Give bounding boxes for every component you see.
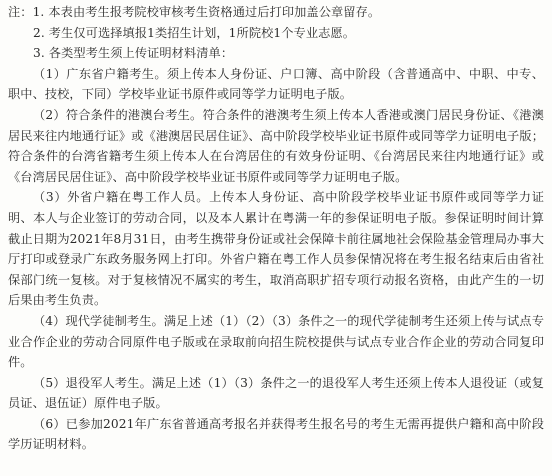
notes-lead: 注：	[8, 5, 33, 19]
note-item-1	[8, 2, 544, 23]
sub-item-1: （1）广东省户籍考生。须上传本人身份证、户口簿、高中阶段（含普通高中、中职、中专、职中、技校，下同）学校毕业证书原件或同等学力证明电子版。	[8, 66, 544, 102]
sub-item-5: （5）退役军人考生。满足上述（1）（3）条件之一的退役军人考生还须上传本人退役证（或复员证、退伍证）原件电子版。	[8, 375, 544, 411]
sub-item-2: （2）符合条件的港澳台考生。符合条件的港澳考生须上传本人香港或澳门居民身份证、《港澳居民来往内地通行证》或《港澳居民居住证》、高中阶段学校毕业证书原件或同等学力证明电子版；符合条件的台湾省籍考生须上传本人在台湾居住的有效身份证明、《台湾居民来往内地通行证》或《台湾居民居住证》、高中阶段学校毕业证书原件或同等学力证明电子版。	[8, 107, 544, 184]
note-item-2: 2. 考生仅可选择填报1类招生计划，1所院校1个专业志愿。	[33, 25, 355, 40]
note-item-3: 3. 各类型考生须上传证明材料清单：	[33, 46, 234, 61]
sub-item-6: （6）已参加2021年广东省普通高考报名并获得考生报名号的考生无需再提供户籍和高中阶段学历证明材料。	[8, 416, 544, 452]
sub-item-4: （4）现代学徒制考生。满足上述（1）（2）（3）条件之一的现代学徒制考生还须上传与试点专业合作企业的劳动合同原件电子版或在录取前向招生院校提供与试点专业合作企业的劳动合同复印件。	[8, 313, 544, 370]
sub-item-3: （3）外省户籍在粤工作人员。上传本人身份证、高中阶段学校毕业证书原件或同等学力证明、本人与企业签订的劳动合同，以及本人累计在粤满一年的参保证明电子版。参保证明时间计算截止日期为2021年8月31日，由考生携带身份证或社会保障卡前往属地社会保险基金管理局办事大厅打印或登录广东政务服务网上打印。外省户籍在粤工作人员参保情况将在考生报名结束后由省社保部门统一复核。对于复核情况不属实的考生，取消高职扩招专项行动报名资格，由此产生的一切后果由考生负责。	[8, 190, 544, 308]
note-item-1-text: 1. 本表由考生报考院校审核考生资格通过后打印加盖公章留存。	[32, 5, 381, 19]
